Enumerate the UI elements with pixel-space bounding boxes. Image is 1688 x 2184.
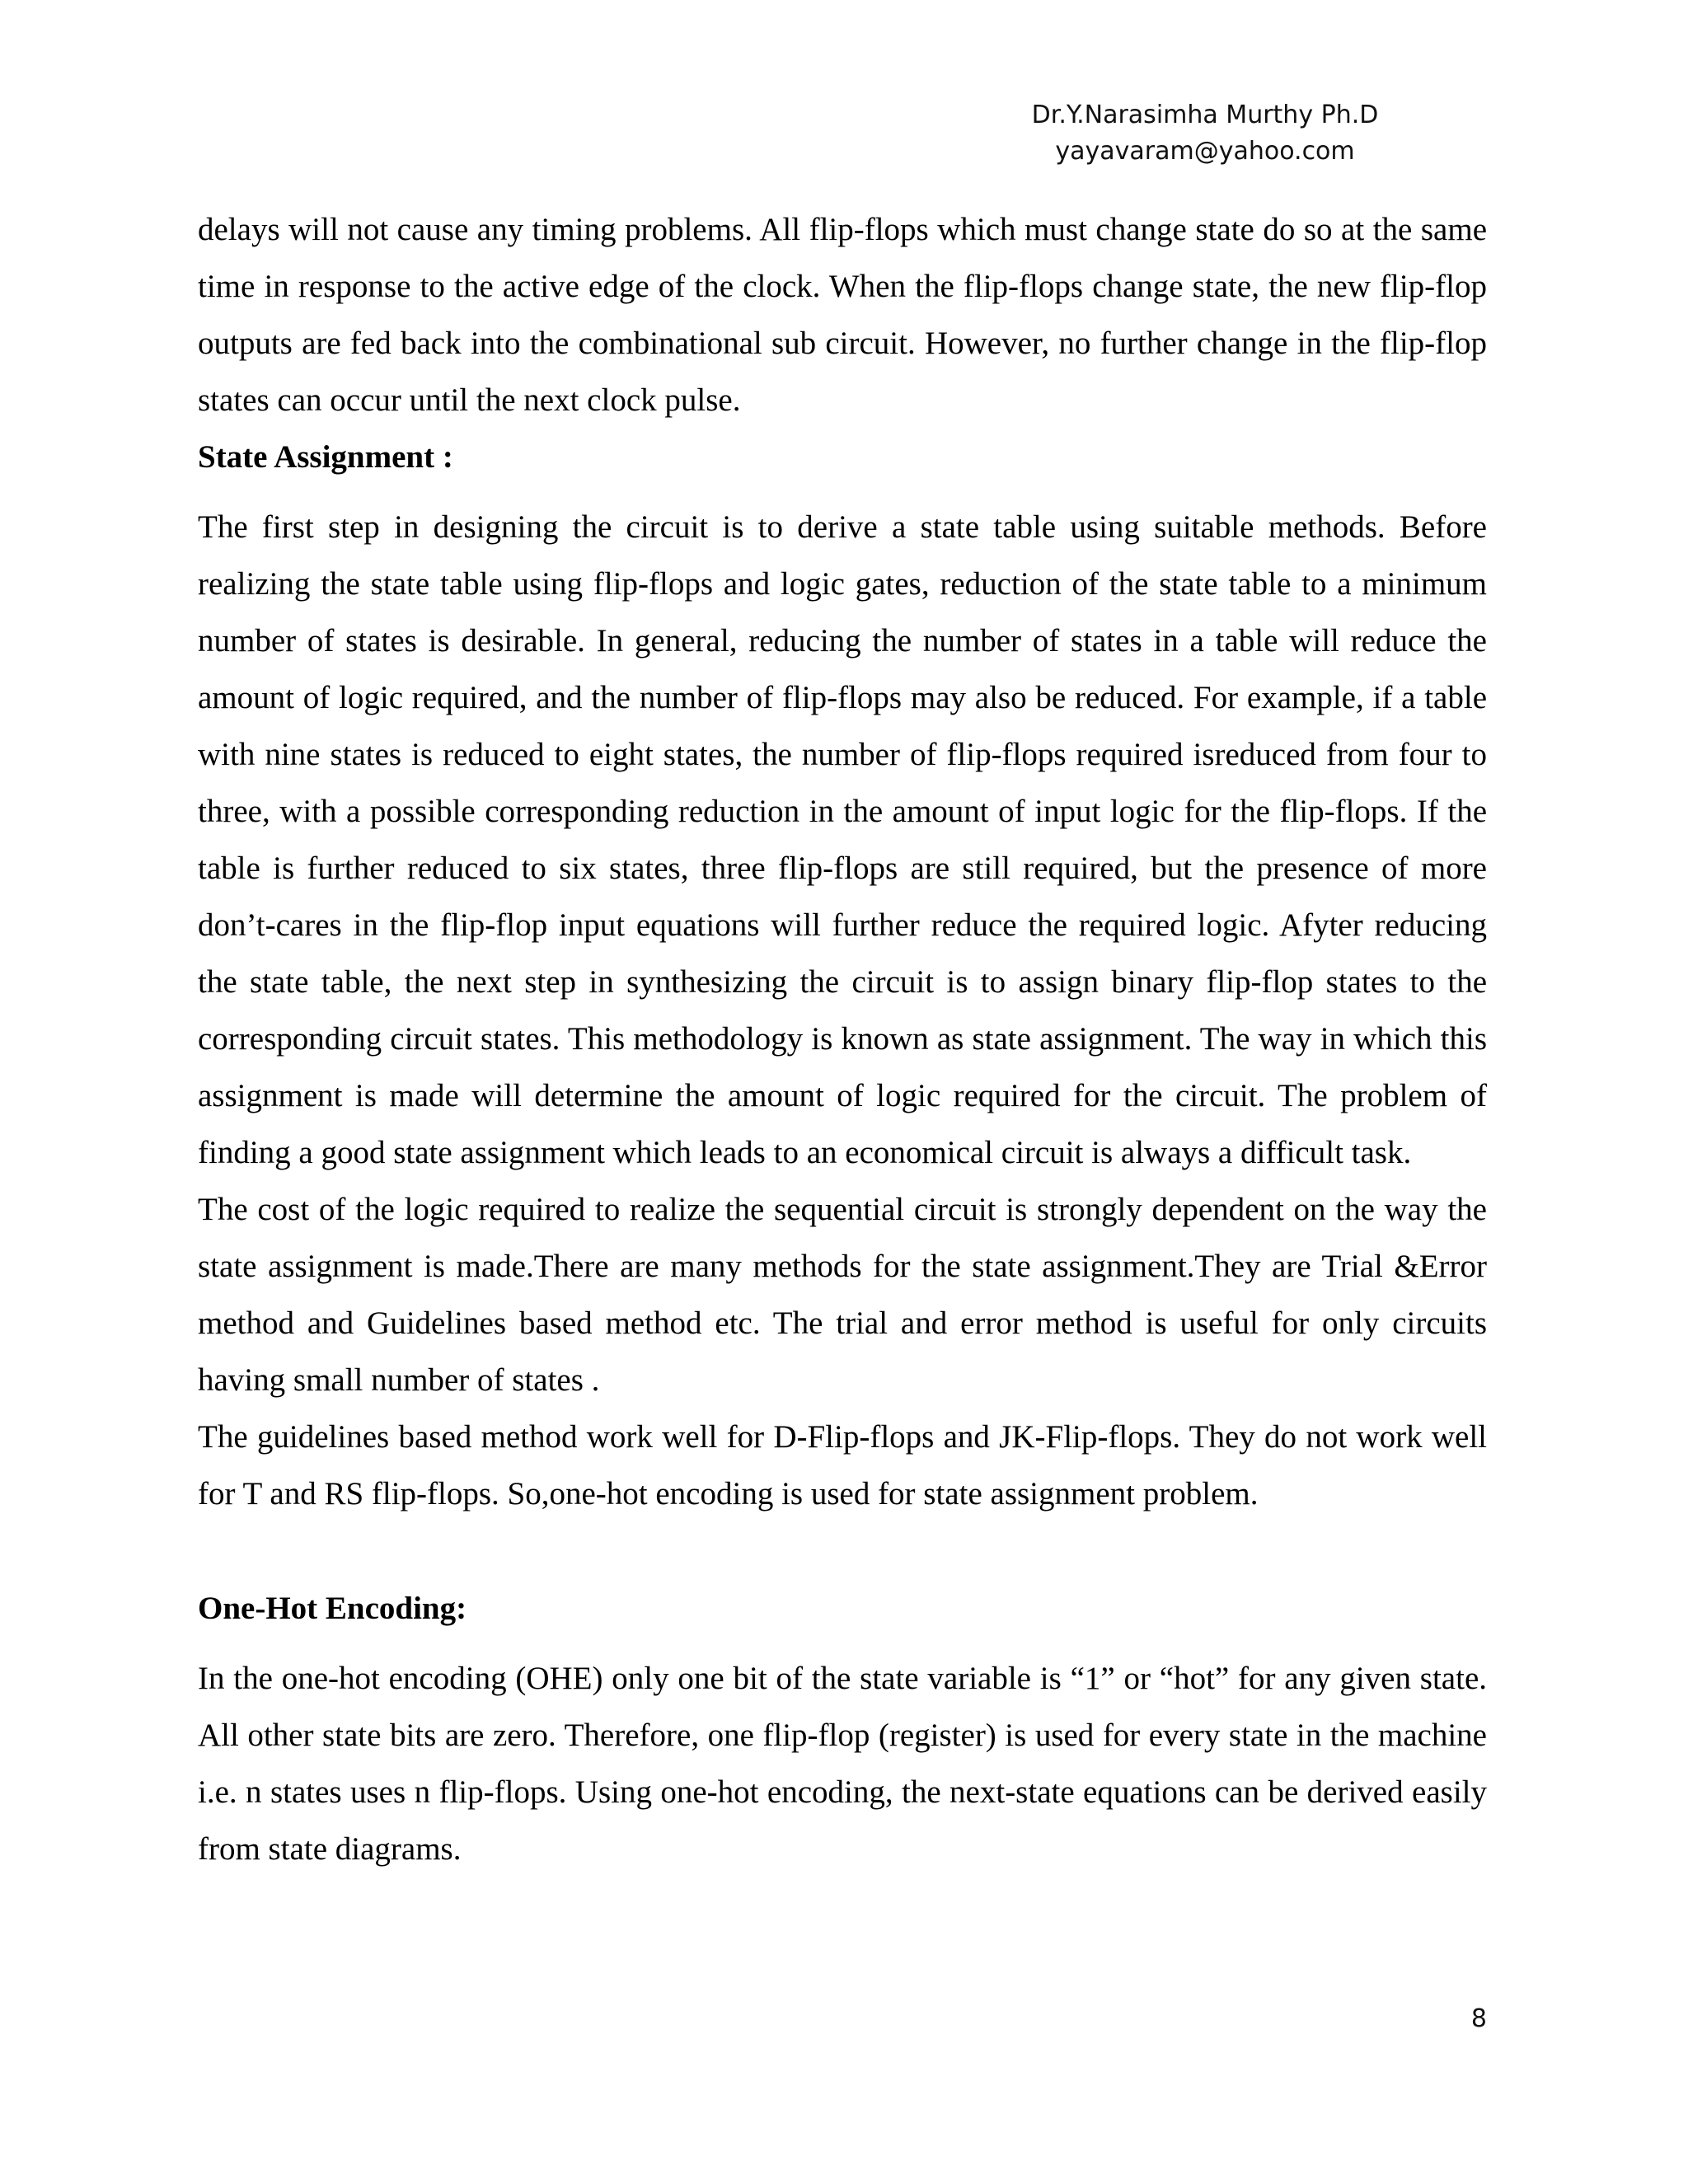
paragraph-state-assignment-1: The first step in designing the circuit is to derive a state table using suitable methods. Before realizing the state table using flip-flops and logic gates, reduction of the state table to a minimum number of states is desirable. In general, reducing the number of states in a table will reduce the amount of logic required, and the number of flip-flops may also be reduced. For example, if a table with nine states is reduced to eight states, the number of flip-flops required isreduced from four to three, with a possible corresponding reduction in the amount of input logic for the flip-flops. If the table is further reduced to six states, three flip-flops are still required, but the presence of more don’t-cares in the flip-flop input equations will further reduce the required logic. Afyter reducing the state table, the next step in synthesizing the circuit is to assign binary flip-flop states to the corresponding circuit states. This methodology is known as state assignment. The way in which this assignment is made will determine the amount of logic required for the circuit. The problem of finding a good state assignment which leads to an economical circuit is always a difficult task. xyxy=(198,509,1487,1170)
paragraph-one-hot: In the one-hot encoding (OHE) only one bit of the state variable is “1” or “hot” for any given state. All other state bits are zero. Therefore, one flip-flop (register) is used for every state in the machine i.e. n states uses n flip-flops. Using one-hot encoding, the next-state equations can be derived easily from state diagrams. xyxy=(198,1661,1487,1867)
heading-one-hot-encoding: One-Hot Encoding: xyxy=(198,1591,467,1626)
paragraph-intro: delays will not cause any timing problems. All flip-flops which must change state do so at the same time in response to the active edge of the clock. When the flip-flops change state, the new flip-flop outputs are fed back into the combinational sub circuit. However, no further change in the flip-flop states can occur until the next clock pulse. xyxy=(198,212,1487,418)
page-number: 8 xyxy=(1470,2004,1487,2033)
paragraph-state-assignment-2: The cost of the logic required to realize the sequential circuit is strongly dependent on the way the state assignment is made.There are many methods for the state assignment.They are Trial &Error method and Guidelines based method etc. The trial and error method is useful for only circuits having small number of states . xyxy=(198,1192,1487,1398)
spacer xyxy=(198,485,1487,499)
spacer xyxy=(198,1522,1487,1580)
heading-state-assignment: State Assignment : xyxy=(198,439,453,475)
header-author: Dr.Y.Narasimha Murthy Ph.D xyxy=(1031,101,1379,129)
page-header xyxy=(917,97,1493,170)
paragraph-state-assignment-3: The guidelines based method work well for D-Flip-flops and JK-Flip-flops. They do not work well for T and RS flip-flops. So,one-hot encoding is used for state assignment problem. xyxy=(198,1419,1487,1511)
document-body xyxy=(198,201,1487,1877)
spacer xyxy=(198,1637,1487,1650)
header-email: yayavaram@yahoo.com xyxy=(1055,137,1355,166)
